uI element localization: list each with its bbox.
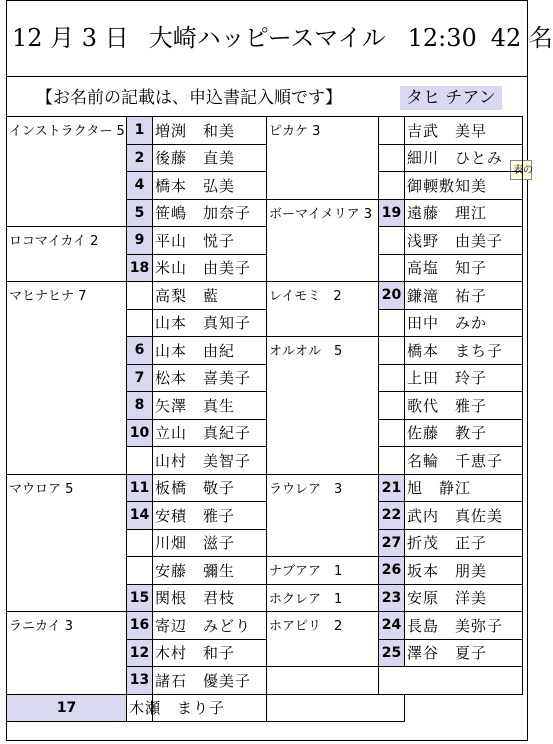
right-group-label[interactable]: ナブアア 1 (267, 557, 379, 585)
left-entry-number[interactable]: 17 (7, 694, 127, 722)
comment-tooltip: 表の (510, 160, 532, 180)
right-group-label[interactable]: ホアピリ 2 (267, 612, 379, 667)
right-member-name[interactable]: 坂本 朋美 (405, 557, 523, 585)
right-member-name[interactable]: 澤谷 夏子 (405, 639, 523, 667)
left-member-name[interactable]: 寄辺 みどり (153, 612, 267, 640)
left-entry-number[interactable]: 16 (127, 612, 153, 640)
right-member-name[interactable]: 佐藤 教子 (405, 419, 523, 447)
left-member-name[interactable]: 安積 雅子 (153, 502, 267, 530)
left-member-name[interactable]: 高梨 藍 (153, 282, 267, 310)
empty-cell[interactable] (267, 694, 405, 722)
table-row (7, 612, 523, 640)
left-member-name[interactable]: 木村 和子 (153, 639, 267, 667)
left-entry-number[interactable] (127, 309, 153, 337)
left-group-label[interactable]: マヒナヒナ 7 (7, 282, 127, 475)
bottom-border (6, 740, 528, 741)
left-entry-number[interactable]: 18 (127, 254, 153, 282)
left-member-name[interactable]: 平山 悦子 (153, 227, 267, 255)
left-entry-number[interactable]: 11 (127, 474, 153, 502)
empty-cell[interactable] (379, 667, 523, 695)
roster-table (6, 116, 523, 722)
right-member-name[interactable]: 高塩 知子 (405, 254, 523, 282)
top-border (6, 0, 528, 1)
right-entry-number[interactable] (379, 227, 405, 255)
right-entry-number[interactable] (379, 337, 405, 365)
right-member-name[interactable]: 橋本 まち子 (405, 337, 523, 365)
left-entry-number[interactable]: 5 (127, 199, 153, 227)
right-member-name[interactable]: 歌代 雅子 (405, 392, 523, 420)
right-entry-number[interactable]: 26 (379, 557, 405, 585)
right-member-name[interactable]: 田中 みか (405, 309, 523, 337)
right-entry-number[interactable] (379, 392, 405, 420)
right-entry-number[interactable]: 21 (379, 474, 405, 502)
left-entry-number[interactable] (127, 282, 153, 310)
left-group-label[interactable]: インストラクター 5 (7, 117, 127, 227)
left-member-name[interactable]: 松本 喜美子 (153, 364, 267, 392)
right-entry-number[interactable] (379, 172, 405, 200)
right-member-name[interactable]: 鎌滝 祐子 (405, 282, 523, 310)
left-member-name[interactable]: 安藤 彌生 (153, 557, 267, 585)
left-member-name[interactable]: 山本 由紀 (153, 337, 267, 365)
left-member-name[interactable]: 川畑 滋子 (153, 529, 267, 557)
event-time: 12:30 (407, 24, 477, 52)
right-member-name[interactable]: 長島 美弥子 (405, 612, 523, 640)
left-entry-number[interactable]: 9 (127, 227, 153, 255)
right-member-name[interactable]: 浅野 由美子 (405, 227, 523, 255)
right-entry-number[interactable] (379, 419, 405, 447)
right-group-label[interactable]: レイモミ 2 (267, 282, 379, 337)
table-row (7, 694, 523, 722)
left-entry-number[interactable]: 8 (127, 392, 153, 420)
page-title (12, 22, 553, 54)
attendee-count: 42 名 (490, 24, 553, 52)
event-date: 12 月 3 日 (12, 24, 129, 52)
right-entry-number[interactable] (379, 254, 405, 282)
left-entry-number[interactable]: 4 (127, 172, 153, 200)
left-member-name[interactable]: 後藤 直美 (153, 144, 267, 172)
right-member-name[interactable]: 吉武 美早 (405, 117, 523, 145)
right-group-label[interactable]: ピカケ 3 (267, 117, 379, 200)
left-member-name[interactable]: 山本 真知子 (153, 309, 267, 337)
left-member-name[interactable]: 立山 真紀子 (153, 419, 267, 447)
left-entry-number[interactable]: 15 (127, 584, 153, 612)
left-entry-number[interactable]: 7 (127, 364, 153, 392)
event-name: 大崎ハッピースマイル (148, 24, 386, 52)
right-member-name[interactable]: 折茂 正子 (405, 529, 523, 557)
left-member-name[interactable]: 橋本 弘美 (153, 172, 267, 200)
left-member-name[interactable]: 板橋 敬子 (153, 474, 267, 502)
left-entry-number[interactable] (127, 447, 153, 475)
left-entry-number[interactable]: 14 (127, 502, 153, 530)
left-member-name[interactable]: 笹嶋 加奈子 (153, 199, 267, 227)
right-entry-number[interactable] (379, 447, 405, 475)
right-group-label[interactable]: ホクレア 1 (267, 584, 379, 612)
right-member-name[interactable]: 御輭敷知美 (405, 172, 523, 200)
right-member-name[interactable]: 細川 ひとみ (405, 144, 523, 172)
table-row (7, 227, 523, 255)
left-member-name[interactable]: 矢澤 真生 (153, 392, 267, 420)
left-entry-number[interactable]: 1 (127, 117, 153, 145)
left-entry-number[interactable] (127, 557, 153, 585)
right-group-label[interactable]: ラウレア 3 (267, 474, 379, 557)
table-row (7, 282, 523, 310)
right-member-name[interactable]: 旭 静江 (405, 474, 523, 502)
left-member-name[interactable]: 山村 美智子 (153, 447, 267, 475)
left-entry-number[interactable]: 12 (127, 639, 153, 667)
note-text: 【お名前の記載は、申込書記入順です】 (36, 88, 342, 108)
left-entry-number[interactable] (127, 529, 153, 557)
right-member-name[interactable]: 名輪 千恵子 (405, 447, 523, 475)
right-member-name[interactable]: 武内 真佐美 (405, 502, 523, 530)
left-group-label[interactable]: ラニカイ 3 (7, 612, 127, 695)
left-member-name[interactable]: 関根 君枝 (153, 584, 267, 612)
left-member-name[interactable]: 米山 由美子 (153, 254, 267, 282)
right-entry-number[interactable]: 25 (379, 639, 405, 667)
right-member-name[interactable]: 遠藤 理江 (405, 199, 523, 227)
right-entry-number[interactable]: 20 (379, 282, 405, 310)
right-entry-number[interactable] (379, 144, 405, 172)
empty-cell[interactable] (267, 667, 379, 695)
left-member-name[interactable]: 諸石 優美子 (153, 667, 267, 695)
left-group-label[interactable]: マウロア 5 (7, 474, 127, 612)
right-entry-number[interactable]: 24 (379, 612, 405, 640)
left-member-name[interactable]: 木瀬 まり子 (127, 694, 153, 722)
right-group-label[interactable]: ボーマイメリア 3 (267, 199, 379, 282)
left-entry-number[interactable]: 2 (127, 144, 153, 172)
right-entry-number[interactable]: 22 (379, 502, 405, 530)
left-entry-number[interactable]: 10 (127, 419, 153, 447)
right-entry-number[interactable] (379, 117, 405, 145)
right-member-name[interactable]: 上田 玲子 (405, 364, 523, 392)
table-row (7, 117, 523, 145)
left-entry-number[interactable]: 6 (127, 337, 153, 365)
right-entry-number[interactable]: 19 (379, 199, 405, 227)
right-member-name[interactable]: 安原 洋美 (405, 584, 523, 612)
left-member-name[interactable]: 増渕 和美 (153, 117, 267, 145)
table-row (7, 474, 523, 502)
right-entry-number[interactable]: 23 (379, 584, 405, 612)
right-entry-number[interactable] (379, 309, 405, 337)
selected-cell[interactable]: タヒ チアン (400, 86, 502, 110)
left-group-label[interactable]: ロコマイカイ 2 (7, 227, 127, 282)
left-entry-number[interactable]: 13 (127, 667, 153, 695)
right-entry-number[interactable]: 27 (379, 529, 405, 557)
header-divider (6, 76, 528, 77)
right-group-label[interactable]: オルオル 5 (267, 337, 379, 475)
right-entry-number[interactable] (379, 364, 405, 392)
